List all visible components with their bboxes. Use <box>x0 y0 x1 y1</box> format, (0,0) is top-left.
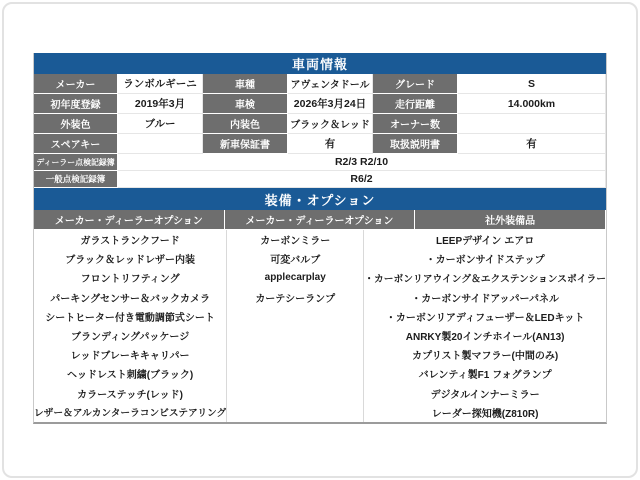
option-item: ANRKY製20インチホイール(AN13) <box>364 326 606 345</box>
option-item: レザー＆アルカンターラコンビステアリング <box>34 403 226 422</box>
info-label: 車検 <box>203 94 288 114</box>
option-item <box>227 307 363 326</box>
info-value: ランボルギーニ <box>118 74 203 94</box>
vehicle-info-title: 車両情報 <box>34 53 606 74</box>
info-value: 2026年3月24日 <box>288 94 373 114</box>
option-item: ブランディングパッケージ <box>34 326 226 345</box>
option-item: カラーステッチ(レッド) <box>34 384 226 403</box>
option-item: ブラック＆レッドレザー内装 <box>34 249 226 268</box>
option-item: デジタルインナーミラー <box>364 384 606 403</box>
info-value: 2019年3月 <box>118 94 203 114</box>
option-item: ・カーボンリアウイング＆エクステンションスポイラー <box>364 268 606 287</box>
options-column-header: メーカー・ディーラーオプション <box>225 210 416 230</box>
options-column-header: メーカー・ディーラーオプション <box>34 210 225 230</box>
info-label: 新車保証書 <box>203 134 288 154</box>
info-label: 走行距離 <box>373 94 458 114</box>
option-item: カーボンミラー <box>227 230 363 249</box>
info-label: スペアキー <box>34 134 118 154</box>
option-item <box>227 364 363 383</box>
info-value <box>458 114 606 134</box>
info-label: 初年度登録 <box>34 94 118 114</box>
options-column <box>364 230 606 422</box>
option-item: applecarplay <box>227 268 363 287</box>
option-item: フロントリフティング <box>34 268 226 287</box>
option-item: パーキングセンサー＆バックカメラ <box>34 288 226 307</box>
option-item: 可変バルブ <box>227 249 363 268</box>
option-item: レーダー探知機(Z810R) <box>364 403 606 422</box>
option-item <box>227 384 363 403</box>
options-column-header: 社外装備品 <box>415 210 606 230</box>
info-label: 取扱説明書 <box>373 134 458 154</box>
record-label: ディーラー点検記録簿 <box>34 154 118 171</box>
info-label: オーナー数 <box>373 114 458 134</box>
option-item <box>227 345 363 364</box>
info-value <box>118 134 203 154</box>
option-item: カーテシーランプ <box>227 288 363 307</box>
info-label: 外装色 <box>34 114 118 134</box>
option-item <box>227 326 363 345</box>
vehicle-spec-sheet <box>33 53 607 424</box>
options-header-row <box>34 210 606 230</box>
info-value: アヴェンタドール <box>288 74 373 94</box>
info-value: ブルー <box>118 114 203 134</box>
info-label: メーカー <box>34 74 118 94</box>
dealer-record-row <box>34 154 606 171</box>
option-item: ・カーボンサイドステップ <box>364 249 606 268</box>
vehicle-info-grid <box>34 74 606 154</box>
option-item <box>227 403 363 422</box>
info-value: ブラック＆レッド <box>288 114 373 134</box>
options-grid <box>34 230 606 422</box>
record-label: 一般点検記録簿 <box>34 171 118 188</box>
info-value: 有 <box>458 134 606 154</box>
options-column <box>34 230 227 422</box>
info-value: 有 <box>288 134 373 154</box>
info-label: 内装色 <box>203 114 288 134</box>
info-label: 車種 <box>203 74 288 94</box>
record-value: R2/3 R2/10 <box>118 154 606 171</box>
general-record-row <box>34 171 606 188</box>
option-item: レッドブレーキキャリパー <box>34 345 226 364</box>
option-item: バレンティ製F1 フォグランプ <box>364 364 606 383</box>
info-value: S <box>458 74 606 94</box>
option-item: シートヒーター付き電動調節式シート <box>34 307 226 326</box>
option-item: ガラストランクフード <box>34 230 226 249</box>
option-item: ・カーボンサイドアッパーパネル <box>364 288 606 307</box>
record-value: R6/2 <box>118 171 606 188</box>
options-title: 装備・オプション <box>34 188 606 210</box>
option-item: ヘッドレスト刺繍(ブラック) <box>34 364 226 383</box>
info-label: グレード <box>373 74 458 94</box>
option-item: ・カーボンリアディフューザー＆LEDキット <box>364 307 606 326</box>
option-item: LEEPデザイン エアロ <box>364 230 606 249</box>
info-value: 14.000km <box>458 94 606 114</box>
option-item: カプリスト製マフラー(中間のみ) <box>364 345 606 364</box>
options-column <box>227 230 364 422</box>
